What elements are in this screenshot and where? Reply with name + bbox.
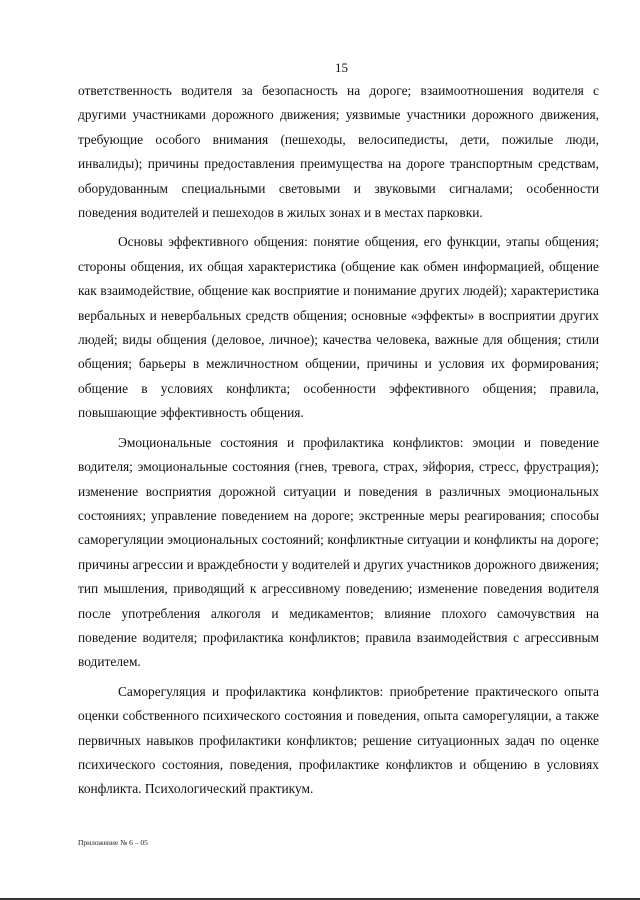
paragraph-self-regulation: Саморегуляция и профилактика конфликтов: приобретение практического опыта оценки собственного психического состояния и поведения, опыта саморегуляции, а также первичных навыков профилактики конфликтов; решение ситуационных задач по оценке психического состояния, поведения, профилактике конфликтов и общению в условиях конфликта. Психологический практикум. (78, 683, 599, 797)
page-footer: Приложение № 6 – 05 (78, 838, 148, 847)
paragraph-emotional-states: Эмоциональные состояния и профилактика конфликтов: эмоции и поведение водителя; эмоциональные состояния (гнев, тревога, страх, эйфория, стресс, фрустрация); изменение восприятия дорожной ситуации и поведения в различных эмоциональных состояниях; управление поведением на дороге; экстренные меры реагирования; способы саморегуляции эмоциональных состояний; конфликтные ситуации и конфликты на дороге; причины агрессии и враждебности у водителей и других участников дорожного движения; тип мышления, приводящий к агрессивному поведению; изменение поведения водителя после употребления алкоголя и медикаментов; влияние плохого самочувствия на поведение водителя; профилактика конфликтов; правила взаимодействия с агрессивным водителем. (78, 434, 599, 670)
paragraph-communication-basics: Основы эффективного общения: понятие общения, его функции, этапы общения; стороны общения, их общая характеристика (общение как обмен информацией, общение как взаимодействие, общение как восприятие и понимание других людей); характеристика вербальных и невербальных средств общения; основные «эффекты» в восприятии других людей; виды общения (деловое, личное); качества человека, важные для общения; стили общения; барьеры в межличностном общении, причины и условия их формирования; общение в условиях конфликта; особенности эффективного общения; правила, повышающие эффективность общения. (78, 234, 599, 421)
page-number: 15 (335, 60, 348, 75)
body-text (78, 79, 599, 802)
paragraph-continuation: ответственность водителя за безопасность на дороге; взаимоотношения водителя с другими участниками дорожного движения; уязвимые участники дорожного движения, требующие особого внимания (пешеходы, велосипедисты, дети, пожилые люди, инвалиды); причины предоставления преимущества на дороге транспортным средствам, оборудованным специальными световыми и звуковыми сигналами; особенности поведения водителей и пешеходов в жилых зонах и в местах парковки. (78, 83, 599, 221)
